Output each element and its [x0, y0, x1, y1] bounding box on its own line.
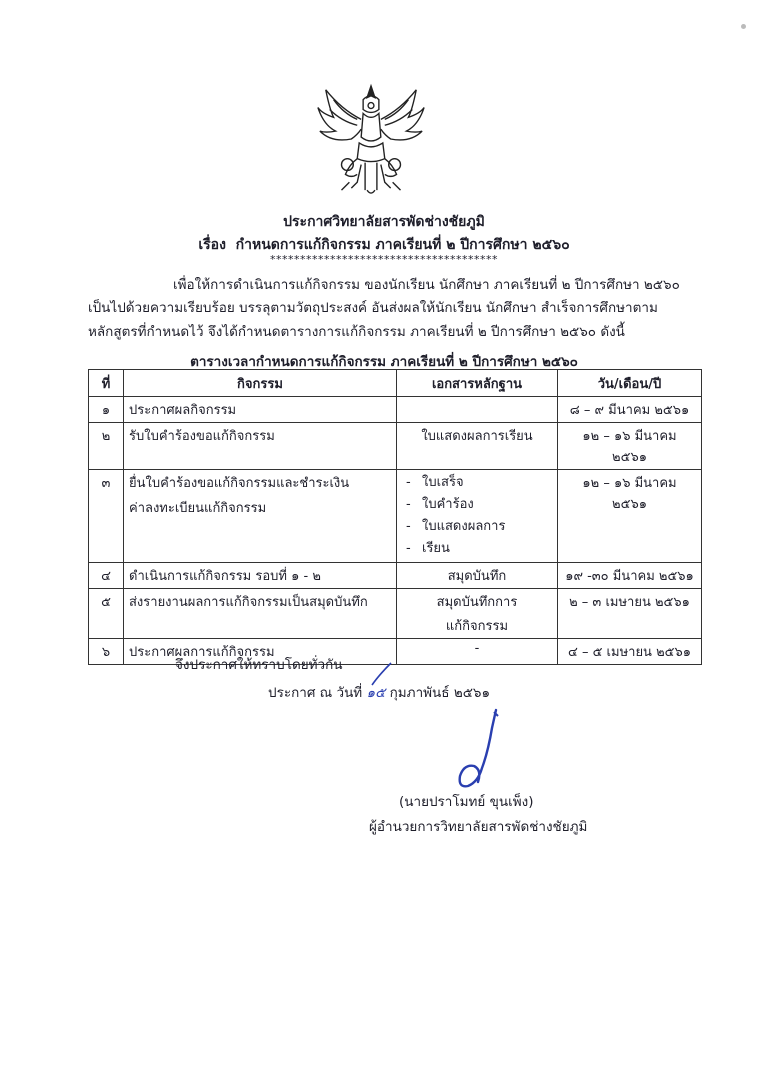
header-activity: กิจกรรม: [124, 370, 397, 397]
row-documents: -: [397, 639, 558, 665]
subject-label: เรื่อง: [198, 237, 226, 253]
row-activity-line-2: ค่าลงทะเบียนแก้กิจกรรม: [129, 501, 267, 516]
handwritten-check-mark: [369, 661, 393, 687]
document-item: - ใบคำร้อง: [402, 494, 552, 516]
row-documents: [397, 470, 558, 563]
date-prefix: ประกาศ ณ วันที่: [268, 685, 363, 701]
body-line-2: เป็นไปด้วยความเรียบร้อย บรรลุตามวัตถุประสงค์ อันส่งผลให้นักเรียน นักศึกษา สำเร็จการศึกษาตาม: [88, 300, 658, 316]
row-activity: ประกาศผลการแก้กิจกรรม: [124, 639, 397, 665]
table-caption: ตารางเวลากำหนดการแก้กิจกรรม ภาคเรียนที่ ๒ ปีการศึกษา ๒๕๖๐: [190, 354, 578, 370]
body-line-3: หลักสูตรที่กำหนดไว้ จึงได้กำหนดตารางการแก้กิจกรรม ภาคเรียนที่ ๒ ปีการศึกษา ๒๕๖๐ ดังนี้: [88, 324, 625, 340]
table-row: [89, 589, 702, 639]
row-date: ๑๒ – ๑๖ มีนาคม ๒๕๖๑: [558, 470, 702, 563]
table-row: [89, 397, 702, 423]
row-documents-line-2: แก้กิจกรรม: [445, 619, 509, 634]
closing-notice: จึงประกาศให้ทราบโดยทั่วกัน: [175, 657, 343, 673]
table-row: [89, 470, 702, 563]
document-item: - ใบแสดงผลการ: [402, 516, 552, 538]
row-documents: สมุดบันทึก: [397, 563, 558, 589]
signer-name: (นายปราโมทย์ ขุนเพ็ง): [399, 794, 534, 810]
row-activity: [124, 470, 397, 563]
signer-title: ผู้อำนวยการวิทยาลัยสารพัดช่างชัยภูมิ: [369, 819, 588, 835]
row-date: ๘ – ๙ มีนาคม ๒๕๖๑: [558, 397, 702, 423]
row-documents: [397, 589, 558, 639]
table-row: [89, 423, 702, 470]
header-date: วัน/เดือน/ปี: [558, 370, 702, 397]
row-no: ๒: [89, 423, 124, 470]
subject-text: กำหนดการแก้กิจกรรม ภาคเรียนที่ ๒ ปีการศึกษา ๒๕๖๐: [235, 237, 570, 253]
announcement-title: ประกาศวิทยาลัยสารพัดช่างชัยภูมิ: [283, 214, 485, 230]
row-activity: ส่งรายงานผลการแก้กิจกรรมเป็นสมุดบันทึก: [124, 589, 397, 639]
scan-speck: [741, 24, 746, 29]
row-documents: [397, 397, 558, 423]
row-no: ๔: [89, 563, 124, 589]
header-documents: เอกสารหลักฐาน: [397, 370, 558, 397]
separator-line: **************************************: [270, 253, 498, 266]
date-rest: กุมภาพันธ์ ๒๕๖๑: [389, 685, 491, 701]
row-date: ๑๙ -๓๐ มีนาคม ๒๕๖๑: [558, 563, 702, 589]
row-date: ๒ – ๓ เมษายน ๒๕๖๑: [558, 589, 702, 639]
schedule-table: [88, 369, 702, 665]
row-date: ๔ – ๕ เมษายน ๒๕๖๑: [558, 639, 702, 665]
row-no: ๖: [89, 639, 124, 665]
row-activity: รับใบคำร้องขอแก้กิจกรรม: [124, 423, 397, 470]
row-activity: ประกาศผลกิจกรรม: [124, 397, 397, 423]
document-list: [402, 472, 552, 560]
row-no: ๓: [89, 470, 124, 563]
body-line-1: เพื่อให้การดำเนินการแก้กิจกรรม ของนักเรียน นักศึกษา ภาคเรียนที่ ๒ ปีการศึกษา ๒๕๖๐: [173, 277, 680, 293]
garuda-emblem-icon: [312, 80, 430, 198]
date-day: ๑๕: [366, 685, 386, 701]
row-documents: ใบแสดงผลการเรียน: [397, 423, 558, 470]
row-no: ๑: [89, 397, 124, 423]
row-activity: ดำเนินการแก้กิจกรรม รอบที่ ๑ - ๒: [124, 563, 397, 589]
row-activity-line-1: ยื่นใบคำร้องขอแก้กิจกรรมและชำระเงิน: [129, 476, 350, 491]
table-header-row: [89, 370, 702, 397]
row-date: ๑๒ – ๑๖ มีนาคม ๒๕๖๑: [558, 423, 702, 470]
signature-mark: [452, 708, 512, 794]
table-row: [89, 563, 702, 589]
header-no: ที่: [89, 370, 124, 397]
row-no: ๕: [89, 589, 124, 639]
document-item-continued: - เรียน: [402, 538, 552, 560]
row-documents-line-1: สมุดบันทึกการ: [436, 595, 518, 610]
document-item: - ใบเสร็จ: [402, 472, 552, 494]
